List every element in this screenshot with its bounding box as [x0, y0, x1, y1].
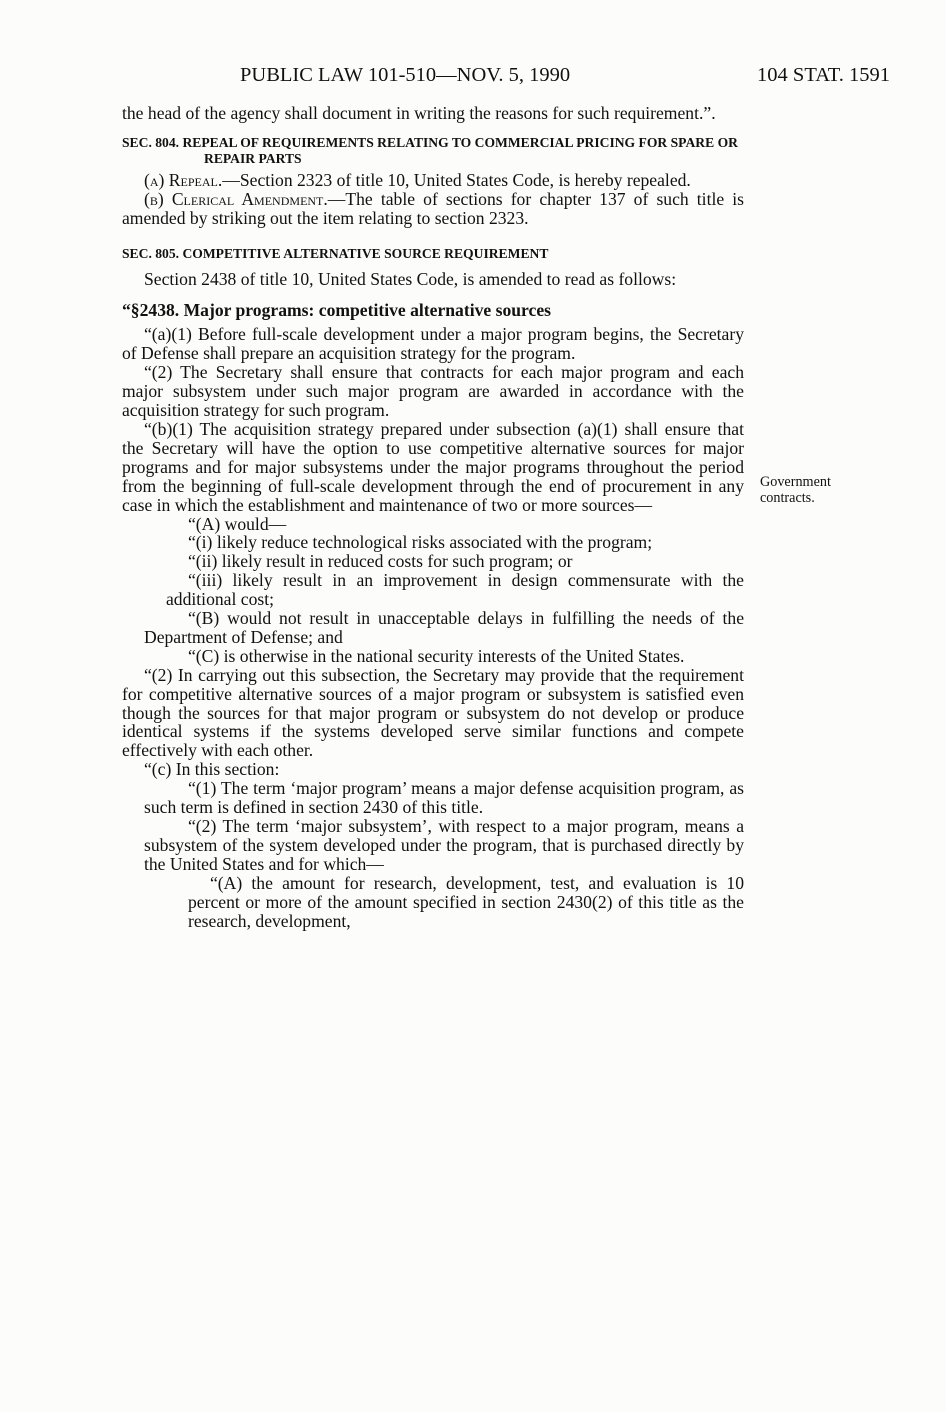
body-text	[122, 104, 744, 930]
paragraph-c: “(c) In this section:	[144, 759, 280, 780]
section-804-a-label: (a) Repeal.	[144, 169, 223, 190]
running-head: PUBLIC LAW 101-510—NOV. 5, 1990	[240, 64, 571, 86]
paragraph-b-A-ii: “(ii) likely result in reduced costs for such program; or	[188, 551, 573, 572]
section-804-title: REPEAL OF REQUIREMENTS RELATING TO COMMERCIAL PRICING FOR SPARE OR REPAIR PARTS	[182, 134, 738, 166]
section-804-b	[122, 190, 744, 228]
margin-note: Government contracts.	[760, 474, 831, 506]
section-804-a-text: —Section 2323 of title 10, United States Code, is hereby repealed.	[222, 169, 691, 190]
paragraph-b-B: “(B) would not result in unacceptable delays in fulfilling the needs of the Department of Defense; and	[144, 608, 744, 647]
page-header	[220, 64, 890, 90]
paragraph-a2: “(2) The Secretary shall ensure that contracts for each major program and each major subsystem under such major program are awarded in accordance with the acquisition strategy for such program.	[122, 362, 744, 421]
paragraph-c2: “(2) The term ‘major subsystem’, with respect to a major program, means a subsystem of the system developed under the program, that is purchased directly by the United States and for which—	[144, 816, 744, 874]
paragraph-a1: “(a)(1) Before full-scale development under a major program begins, the Secretary of Defense shall prepare an acquisition strategy for the program.	[122, 324, 744, 364]
section-805-title: COMPETITIVE ALTERNATIVE SOURCE REQUIREMENT	[182, 245, 549, 261]
paragraph-b-A-iii: “(iii) likely result in an improvement in design commensurate with the additional cost;	[166, 570, 744, 610]
statute-page-number: 104 STAT. 1591	[757, 64, 890, 86]
section-2438-heading: “§2438. Major programs: competitive alternative sources	[122, 299, 551, 320]
paragraph-b1: “(b)(1) The acquisition strategy prepared under subsection (a)(1) shall ensure that the Secretary will have the option to use competitive alternative sources for major programs and for major subsystems under the major programs throughout the period from the beginning of full-scale development through the end of procurement in any case in which the establishment and maintenance of two or more sources—	[122, 418, 744, 515]
continued-paragraph: the head of the agency shall document in writing the reasons for such requirement.”.	[122, 103, 716, 123]
section-804-heading	[122, 135, 744, 167]
paragraph-b-C: “(C) is otherwise in the national security interests of the United States.	[188, 645, 685, 666]
section-805-heading	[122, 246, 744, 262]
paragraph-b-A-i: “(i) likely reduce technological risks associated with the program;	[188, 532, 653, 553]
section-804-b-text: —The table of sections for chapter 137 of such title is amended by striking out the item relating to section 2323.	[122, 188, 745, 228]
paragraph-b2: “(2) In carrying out this subsection, the Secretary may provide that the requirement for competitive alternative sources of a major program or subsystem is satisfied even though the sources for that major program or subsystem do not develop or produce identical systems if the systems developed serve similar functions and compete effectively with each other.	[122, 664, 744, 761]
section-804-a	[122, 171, 744, 190]
section-805-number: SEC. 805.	[122, 245, 180, 261]
section-804-number: SEC. 804.	[122, 134, 180, 150]
paragraph-c1: “(1) The term ‘major program’ means a major defense acquisition program, as such term is defined in section 2430 of this title.	[144, 778, 744, 818]
paragraph-b-A: “(A) would—	[188, 513, 287, 534]
section-805-lead: Section 2438 of title 10, United States Code, is amended to read as follows:	[144, 268, 677, 289]
paragraph-c2-A: “(A) the amount for research, development, test, and evaluation is 10 percent or more of the amount specified in section 2430(2) of this title as the research, development,	[188, 872, 744, 931]
section-804-b-label: (b) Clerical Amendment.	[144, 188, 328, 209]
